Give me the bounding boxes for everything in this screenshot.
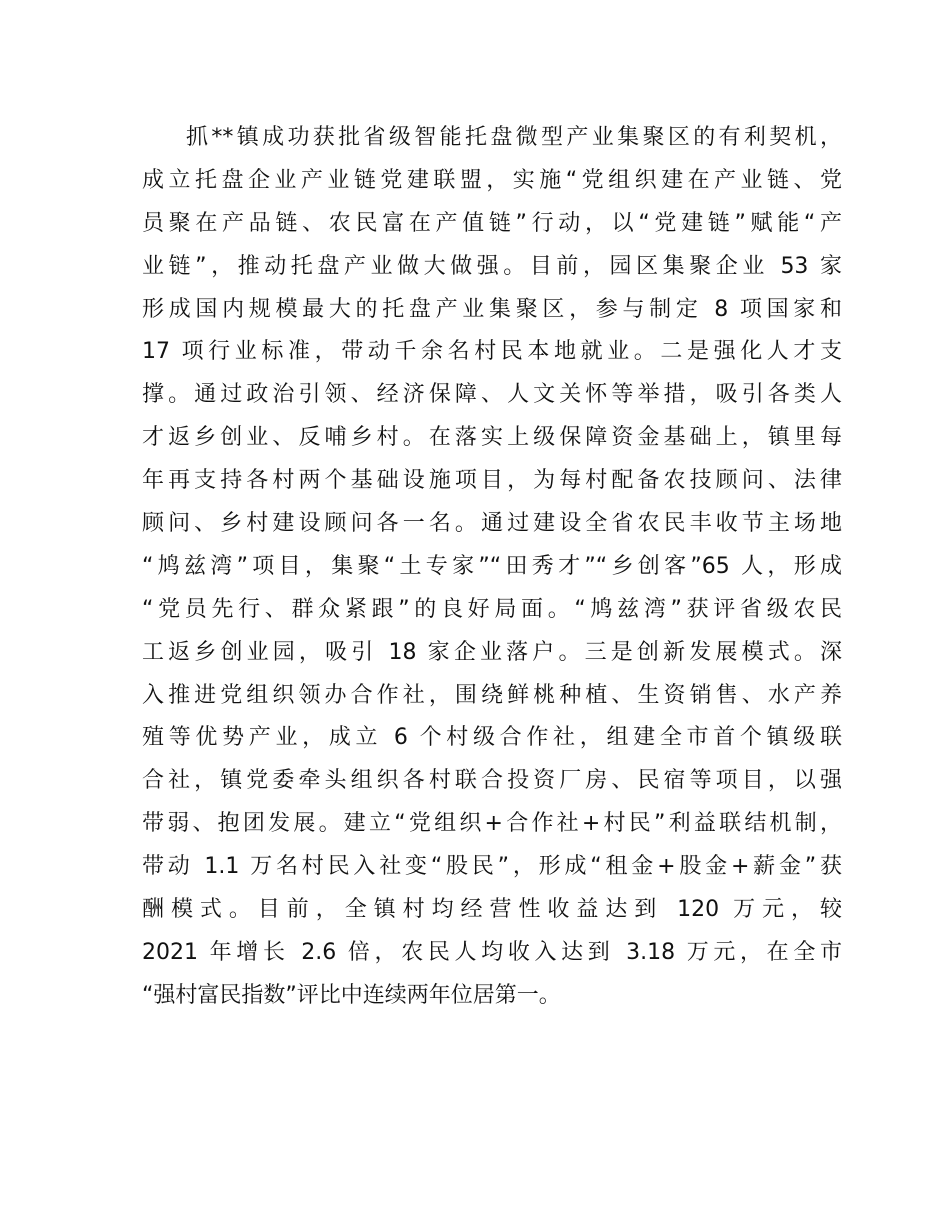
paragraph-line: 17 项行业标准，带动千余名村民本地就业。二是强化人才支 xyxy=(142,339,842,365)
paragraph-line: “鸠兹湾”项目，集聚“土专家”“田秀才”“乡创客”65 人，形成 xyxy=(142,553,842,579)
paragraph-line: 业链”，推动托盘产业做大做强。目前，园区集聚企业 53 家 xyxy=(142,253,842,279)
paragraph-line: 带动 1.1 万名村民入社变“股民”，形成“租金+股金+薪金”获 xyxy=(142,854,842,880)
paragraph-line: 酬模式。目前，全镇村均经营性收益达到 120 万元，较 xyxy=(142,897,842,923)
paragraph-line: 入推进党组织领办合作社，围绕鲜桃种植、生资销售、水产养 xyxy=(142,682,842,708)
paragraph-line: 工返乡创业园，吸引 18 家企业落户。三是创新发展模式。深 xyxy=(142,639,842,665)
paragraph-line: 员聚在产品链、农民富在产值链”行动，以“党建链”赋能“产 xyxy=(142,210,842,236)
paragraph-line: 抓**镇成功获批省级智能托盘微型产业集聚区的有利契机， xyxy=(186,125,842,150)
paragraph-line: 才返乡创业、反哺乡村。在落实上级保障资金基础上，镇里每 xyxy=(142,425,842,451)
paragraph-line: 年再支持各村两个基础设施项目，为每村配备农技顾问、法律 xyxy=(142,468,842,494)
paragraph-line: 成立托盘企业产业链党建联盟，实施“党组织建在产业链、党 xyxy=(142,167,842,193)
body-paragraph xyxy=(142,117,842,1018)
paragraph-line: 殖等优势产业，成立 6 个村级合作社，组建全市首个镇级联 xyxy=(142,725,842,751)
paragraph-line: 合社，镇党委牵头组织各村联合投资厂房、民宿等项目，以强 xyxy=(142,768,842,794)
paragraph-line: 带弱、抱团发展。建立“党组织+合作社+村民”利益联结机制， xyxy=(142,811,842,837)
paragraph-line: 撑。通过政治引领、经济保障、人文关怀等举措，吸引各类人 xyxy=(142,382,842,408)
paragraph-line: “党员先行、群众紧跟”的良好局面。“鸠兹湾”获评省级农民 xyxy=(142,596,842,622)
paragraph-line: 2021 年增长 2.6 倍，农民人均收入达到 3.18 万元，在全市 xyxy=(142,939,842,965)
paragraph-line: 顾问、乡村建设顾问各一名。通过建设全省农民丰收节主场地 xyxy=(142,511,842,537)
paragraph-line: “强村富民指数”评比中连续两年位居第一。 xyxy=(142,982,561,1008)
paragraph-line: 形成国内规模最大的托盘产业集聚区，参与制定 8 项国家和 xyxy=(142,296,842,322)
